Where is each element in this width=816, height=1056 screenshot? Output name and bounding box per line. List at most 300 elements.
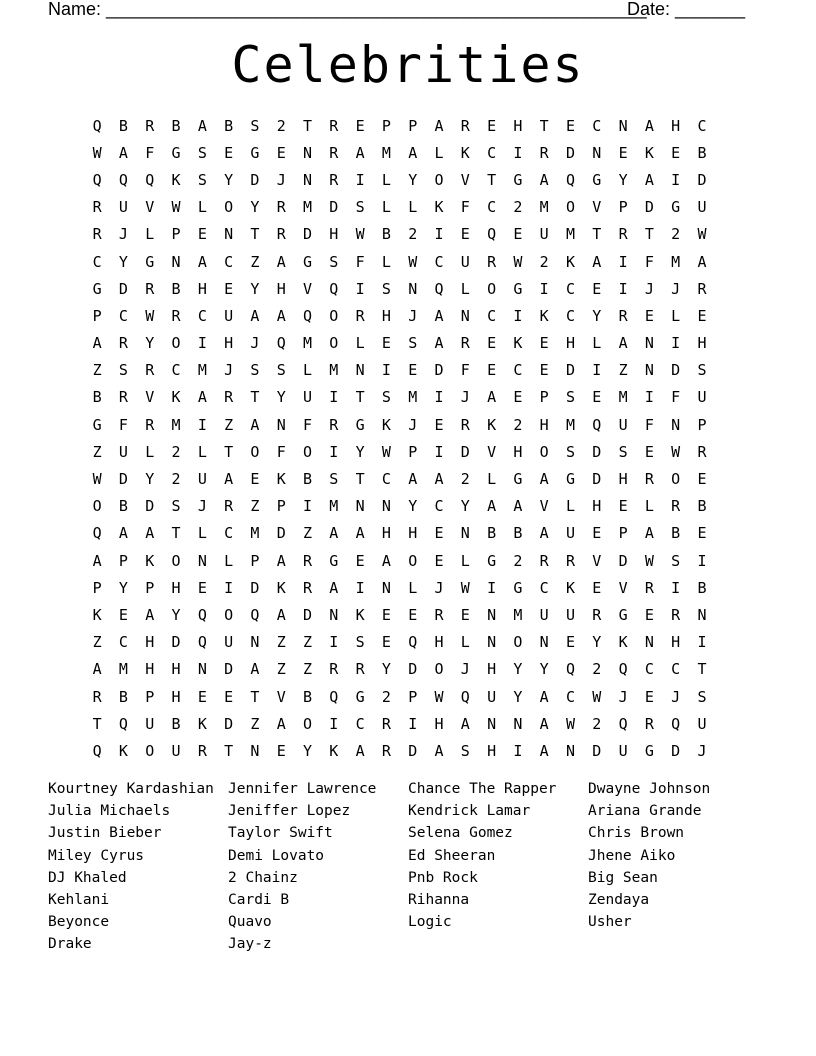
grid-letter: W xyxy=(145,306,155,325)
grid-letter: K xyxy=(539,306,549,325)
grid-letter: W xyxy=(355,225,365,244)
grid-letter: V xyxy=(618,578,628,597)
grid-letter: R xyxy=(434,605,444,624)
grid-row xyxy=(84,683,715,710)
grid-letter: E xyxy=(644,687,654,706)
grid-letter: A xyxy=(644,116,654,135)
grid-letter: B xyxy=(118,116,128,135)
grid-letter: O xyxy=(303,714,313,733)
grid-letter: W xyxy=(644,551,654,570)
grid-letter: P xyxy=(381,116,391,135)
grid-letter: H xyxy=(145,633,155,652)
grid-letter: P xyxy=(145,578,155,597)
grid-letter: 2 xyxy=(513,198,523,217)
grid-letter: F xyxy=(671,388,681,407)
word-list-item: Dwayne Johnson xyxy=(588,781,711,797)
grid-letter: I xyxy=(697,633,707,652)
grid-letter: H xyxy=(565,334,575,353)
grid-letter: N xyxy=(381,497,391,516)
grid-letter: U xyxy=(618,741,628,760)
grid-letter: B xyxy=(513,524,523,543)
grid-letter: P xyxy=(92,306,102,325)
grid-letter: M xyxy=(250,524,260,543)
grid-letter: Z xyxy=(618,361,628,380)
grid-letter: E xyxy=(276,143,286,162)
grid-letter: N xyxy=(487,633,497,652)
grid-letter: Z xyxy=(250,252,260,271)
grid-letter: A xyxy=(224,470,234,489)
grid-letter: H xyxy=(671,633,681,652)
grid-letter: A xyxy=(92,334,102,353)
grid-letter: I xyxy=(671,170,681,189)
grid-letter: J xyxy=(224,361,234,380)
grid-letter: N xyxy=(565,741,575,760)
grid-row xyxy=(84,629,715,656)
grid-letter: M xyxy=(171,415,181,434)
grid-row xyxy=(84,166,715,193)
grid-letter: R xyxy=(92,225,102,244)
grid-letter: G xyxy=(644,741,654,760)
grid-letter: K xyxy=(381,415,391,434)
word-list-item: Cardi B xyxy=(228,891,290,908)
grid-letter: A xyxy=(145,524,155,543)
grid-letter: L xyxy=(381,252,391,271)
grid-letter: J xyxy=(197,497,207,516)
word-list-item: 2 Chainz xyxy=(228,869,298,886)
grid-letter: S xyxy=(565,388,575,407)
grid-letter: H xyxy=(408,524,418,543)
grid-letter: B xyxy=(171,714,181,733)
grid-letter: 2 xyxy=(276,116,286,135)
grid-letter: M xyxy=(618,388,628,407)
grid-letter: E xyxy=(618,497,628,516)
grid-letter: I xyxy=(329,442,339,461)
grid-letter: F xyxy=(276,442,286,461)
grid-letter: M xyxy=(381,143,391,162)
grid-letter: M xyxy=(539,198,549,217)
grid-letter: C xyxy=(565,279,575,298)
grid-letter: A xyxy=(408,470,418,489)
grid-row xyxy=(84,302,715,329)
grid-letter: L xyxy=(592,334,602,353)
grid-letter: L xyxy=(565,497,575,516)
grid-row xyxy=(84,547,715,574)
grid-letter: H xyxy=(671,116,681,135)
grid-letter: N xyxy=(671,415,681,434)
grid-letter: K xyxy=(329,741,339,760)
grid-letter: M xyxy=(329,361,339,380)
grid-row xyxy=(84,656,715,683)
grid-letter: Y xyxy=(303,741,313,760)
grid-letter: G xyxy=(355,687,365,706)
grid-letter: N xyxy=(355,497,365,516)
grid-row xyxy=(84,248,715,275)
grid-letter: O xyxy=(513,633,523,652)
grid-letter: O xyxy=(250,442,260,461)
grid-letter: E xyxy=(487,361,497,380)
grid-letter: G xyxy=(250,143,260,162)
grid-letter: C xyxy=(487,306,497,325)
grid-letter: D xyxy=(303,225,313,244)
grid-letter: K xyxy=(487,415,497,434)
grid-letter: G xyxy=(513,470,523,489)
grid-letter: A xyxy=(276,714,286,733)
grid-letter: R xyxy=(145,361,155,380)
grid-letter: W xyxy=(381,442,391,461)
grid-letter: L xyxy=(408,578,418,597)
word-list-item: Jhene Aiko xyxy=(588,847,676,864)
grid-letter: T xyxy=(92,714,102,733)
grid-letter: V xyxy=(145,198,155,217)
grid-letter: L xyxy=(303,361,313,380)
grid-letter: E xyxy=(250,470,260,489)
grid-letter: P xyxy=(118,551,128,570)
grid-letter: S xyxy=(697,687,707,706)
grid-letter: T xyxy=(250,225,260,244)
grid-letter: S xyxy=(355,633,365,652)
grid-row xyxy=(84,221,715,248)
grid-letter: G xyxy=(171,143,181,162)
grid-letter: K xyxy=(513,334,523,353)
grid-letter: J xyxy=(434,578,444,597)
grid-letter: G xyxy=(671,198,681,217)
grid-letter: R xyxy=(381,714,391,733)
grid-letter: H xyxy=(539,415,549,434)
grid-letter: H xyxy=(171,578,181,597)
grid-letter: R xyxy=(303,551,313,570)
word-list-item: Drake xyxy=(48,936,92,953)
grid-letter: H xyxy=(697,334,707,353)
grid-letter: M xyxy=(329,497,339,516)
grid-letter: C xyxy=(224,252,234,271)
grid-letter: Z xyxy=(276,633,286,652)
grid-letter: D xyxy=(592,741,602,760)
grid-letter: T xyxy=(592,225,602,244)
word-list-item: Ariana Grande xyxy=(588,803,702,820)
grid-letter: D xyxy=(224,660,234,679)
grid-letter: 2 xyxy=(539,252,549,271)
grid-row xyxy=(84,330,715,357)
grid-letter: O xyxy=(539,442,549,461)
grid-letter: N xyxy=(539,633,549,652)
grid-letter: L xyxy=(197,198,207,217)
grid-letter: B xyxy=(171,116,181,135)
grid-letter: N xyxy=(460,524,470,543)
grid-letter: R xyxy=(381,741,391,760)
grid-letter: W xyxy=(565,714,575,733)
grid-letter: J xyxy=(460,660,470,679)
grid-letter: G xyxy=(513,578,523,597)
grid-letter: D xyxy=(118,470,128,489)
grid-letter: O xyxy=(434,170,444,189)
grid-letter: U xyxy=(118,442,128,461)
grid-letter: Y xyxy=(539,660,549,679)
word-list-item: Taylor Swift xyxy=(228,825,333,842)
word-list-item: Kendrick Lamar xyxy=(408,803,531,820)
grid-letter: D xyxy=(434,361,444,380)
grid-letter: I xyxy=(355,279,365,298)
grid-letter: I xyxy=(487,578,497,597)
grid-letter: E xyxy=(644,605,654,624)
grid-letter: R xyxy=(329,116,339,135)
grid-letter: O xyxy=(171,551,181,570)
grid-letter: Y xyxy=(250,279,260,298)
grid-letter: J xyxy=(276,170,286,189)
grid-letter: G xyxy=(329,551,339,570)
grid-letter: E xyxy=(592,578,602,597)
grid-letter: Q xyxy=(592,415,602,434)
grid-letter: A xyxy=(355,741,365,760)
grid-letter: E xyxy=(644,306,654,325)
word-list-item: Pnb Rock xyxy=(408,869,478,886)
grid-letter: N xyxy=(329,605,339,624)
grid-letter: A xyxy=(197,388,207,407)
grid-letter: N xyxy=(171,252,181,271)
grid-letter: I xyxy=(434,442,444,461)
grid-letter: A xyxy=(250,306,260,325)
word-list-item: Zendaya xyxy=(588,891,650,908)
grid-letter: U xyxy=(145,714,155,733)
grid-letter: L xyxy=(381,198,391,217)
grid-letter: G xyxy=(145,252,155,271)
grid-letter: J xyxy=(408,306,418,325)
grid-letter: Y xyxy=(618,170,628,189)
grid-letter: A xyxy=(355,524,365,543)
grid-letter: R xyxy=(329,415,339,434)
word-list-column xyxy=(228,778,408,956)
grid-letter: 2 xyxy=(592,714,602,733)
grid-letter: D xyxy=(565,143,575,162)
grid-letter: C xyxy=(487,198,497,217)
grid-letter: Y xyxy=(276,388,286,407)
grid-row xyxy=(84,357,715,384)
grid-letter: E xyxy=(565,633,575,652)
grid-letter: P xyxy=(408,687,418,706)
grid-letter: V xyxy=(592,198,602,217)
grid-letter: R xyxy=(460,415,470,434)
grid-letter: G xyxy=(592,170,602,189)
grid-letter: O xyxy=(487,279,497,298)
grid-letter: T xyxy=(644,225,654,244)
grid-letter: O xyxy=(408,551,418,570)
grid-letter: C xyxy=(671,660,681,679)
grid-letter: W xyxy=(92,470,102,489)
grid-row xyxy=(84,574,715,601)
grid-letter: Q xyxy=(276,334,286,353)
grid-letter: A xyxy=(92,551,102,570)
grid-letter: E xyxy=(487,334,497,353)
grid-letter: Q xyxy=(329,279,339,298)
grid-letter: Q xyxy=(118,714,128,733)
grid-letter: S xyxy=(276,361,286,380)
grid-letter: E xyxy=(381,605,391,624)
grid-letter: K xyxy=(618,633,628,652)
grid-letter: A xyxy=(250,660,260,679)
grid-letter: Y xyxy=(381,660,391,679)
grid-letter: 2 xyxy=(513,415,523,434)
grid-letter: N xyxy=(644,361,654,380)
grid-letter: A xyxy=(644,524,654,543)
grid-letter: H xyxy=(434,633,444,652)
grid-letter: Y xyxy=(592,306,602,325)
grid-letter: U xyxy=(697,714,707,733)
grid-letter: M xyxy=(303,334,313,353)
grid-letter: A xyxy=(118,143,128,162)
grid-letter: G xyxy=(92,415,102,434)
grid-letter: R xyxy=(145,116,155,135)
word-list-item: Jeniffer Lopez xyxy=(228,803,351,820)
grid-letter: L xyxy=(460,279,470,298)
grid-letter: N xyxy=(197,551,207,570)
grid-letter: A xyxy=(618,334,628,353)
grid-letter: A xyxy=(381,551,391,570)
grid-letter: Q xyxy=(92,524,102,543)
grid-letter: E xyxy=(618,143,628,162)
grid-letter: M xyxy=(303,198,313,217)
grid-row xyxy=(84,465,715,492)
word-list-item: Quavo xyxy=(228,914,272,931)
grid-letter: Z xyxy=(303,633,313,652)
grid-letter: S xyxy=(671,551,681,570)
grid-letter: Q xyxy=(145,170,155,189)
grid-letter: Y xyxy=(118,578,128,597)
grid-letter: I xyxy=(644,388,654,407)
grid-letter: J xyxy=(250,334,260,353)
grid-letter: N xyxy=(381,578,391,597)
grid-letter: L xyxy=(434,143,444,162)
grid-letter: I xyxy=(697,551,707,570)
grid-letter: B xyxy=(92,388,102,407)
grid-letter: I xyxy=(513,306,523,325)
grid-letter: R xyxy=(460,116,470,135)
grid-letter: U xyxy=(697,198,707,217)
grid-letter: A xyxy=(434,306,444,325)
grid-letter: I xyxy=(434,388,444,407)
grid-letter: J xyxy=(644,279,654,298)
grid-letter: N xyxy=(408,279,418,298)
grid-letter: H xyxy=(487,660,497,679)
grid-letter: A xyxy=(145,605,155,624)
word-list-item: Demi Lovato xyxy=(228,847,325,864)
grid-letter: S xyxy=(118,361,128,380)
grid-letter: L xyxy=(460,551,470,570)
grid-letter: R xyxy=(145,415,155,434)
grid-letter: Y xyxy=(460,497,470,516)
grid-letter: R xyxy=(697,442,707,461)
grid-letter: I xyxy=(303,497,313,516)
grid-row xyxy=(84,112,715,139)
grid-letter: H xyxy=(513,442,523,461)
grid-letter: W xyxy=(92,143,102,162)
grid-letter: I xyxy=(592,361,602,380)
grid-letter: Q xyxy=(197,605,207,624)
grid-letter: Q xyxy=(118,170,128,189)
grid-letter: D xyxy=(171,633,181,652)
grid-letter: Y xyxy=(592,633,602,652)
grid-letter: A xyxy=(539,470,549,489)
grid-letter: S xyxy=(329,252,339,271)
grid-letter: R xyxy=(644,578,654,597)
grid-row xyxy=(84,275,715,302)
grid-letter: H xyxy=(276,279,286,298)
grid-letter: A xyxy=(408,143,418,162)
grid-letter: S xyxy=(381,388,391,407)
grid-letter: L xyxy=(487,470,497,489)
grid-letter: E xyxy=(513,225,523,244)
grid-letter: 2 xyxy=(592,660,602,679)
grid-letter: 2 xyxy=(381,687,391,706)
grid-letter: N xyxy=(224,225,234,244)
grid-letter: D xyxy=(565,361,575,380)
grid-letter: H xyxy=(513,116,523,135)
grid-letter: N xyxy=(355,361,365,380)
grid-letter: K xyxy=(118,741,128,760)
grid-letter: T xyxy=(355,388,365,407)
word-list-item: Jennifer Lawrence xyxy=(228,781,377,797)
grid-letter: F xyxy=(644,415,654,434)
grid-letter: U xyxy=(303,388,313,407)
grid-letter: E xyxy=(197,687,207,706)
grid-letter: J xyxy=(618,687,628,706)
grid-letter: K xyxy=(145,551,155,570)
grid-letter: E xyxy=(408,361,418,380)
grid-letter: C xyxy=(513,361,523,380)
grid-letter: Y xyxy=(408,170,418,189)
grid-letter: R xyxy=(697,279,707,298)
grid-letter: D xyxy=(250,578,260,597)
grid-letter: Q xyxy=(487,225,497,244)
grid-letter: T xyxy=(355,470,365,489)
grid-letter: A xyxy=(697,252,707,271)
grid-letter: K xyxy=(276,578,286,597)
word-list-item: Justin Bieber xyxy=(48,825,162,842)
grid-letter: R xyxy=(671,605,681,624)
grid-letter: L xyxy=(671,306,681,325)
grid-letter: A xyxy=(434,470,444,489)
grid-letter: V xyxy=(592,551,602,570)
grid-letter: D xyxy=(408,741,418,760)
grid-letter: A xyxy=(592,252,602,271)
grid-letter: W xyxy=(408,252,418,271)
grid-letter: D xyxy=(697,170,707,189)
grid-letter: H xyxy=(592,497,602,516)
grid-letter: U xyxy=(118,198,128,217)
grid-letter: Y xyxy=(118,252,128,271)
grid-letter: D xyxy=(460,442,470,461)
grid-letter: C xyxy=(644,660,654,679)
grid-letter: R xyxy=(276,225,286,244)
grid-letter: P xyxy=(276,497,286,516)
grid-letter: A xyxy=(276,252,286,271)
grid-letter: Q xyxy=(408,633,418,652)
grid-letter: A xyxy=(434,741,444,760)
grid-letter: D xyxy=(592,470,602,489)
grid-letter: N xyxy=(276,415,286,434)
grid-letter: H xyxy=(487,741,497,760)
grid-letter: G xyxy=(513,170,523,189)
grid-letter: C xyxy=(434,497,444,516)
grid-letter: Q xyxy=(250,605,260,624)
grid-letter: R xyxy=(224,497,234,516)
grid-letter: A xyxy=(434,334,444,353)
grid-letter: I xyxy=(329,388,339,407)
grid-letter: C xyxy=(539,578,549,597)
grid-letter: N xyxy=(250,633,260,652)
grid-letter: E xyxy=(381,633,391,652)
grid-letter: F xyxy=(303,415,313,434)
grid-letter: Q xyxy=(92,170,102,189)
grid-letter: R xyxy=(171,306,181,325)
